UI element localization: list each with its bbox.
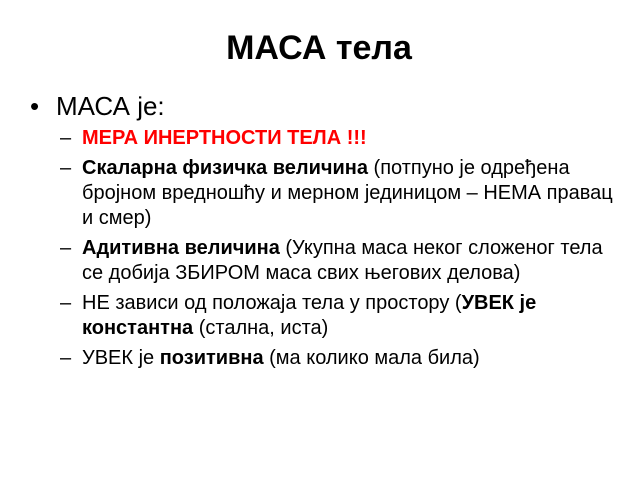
slide-title: МАСА тела (226, 29, 412, 67)
bullet-icon: • (30, 91, 40, 121)
dash-icon: – (60, 347, 72, 369)
dash-icon: – (60, 292, 72, 314)
sub-bullet-scalar (30, 156, 620, 231)
additive-bold-text: Адитивна величина (82, 237, 280, 259)
sub-bullet-positive (30, 346, 620, 371)
scalar-bold-text: Скаларна физичка величина (82, 157, 368, 179)
slide-content (30, 90, 620, 376)
scalar-text: (потпуно је одређена бројном вредношћу и мерном јединицом – НЕМА правац и смер) (82, 157, 613, 229)
additive-text: (Укупна маса неког сложеног тела се добија ЗБИРОМ маса свих његових делова) (82, 237, 603, 284)
position-text-b: (стална, иста) (193, 317, 329, 339)
positive-text-a: УВЕК је (82, 347, 160, 369)
sub-bullet-position (30, 291, 620, 341)
dash-icon: – (60, 237, 72, 259)
position-bold-text: УВЕК је константна (82, 292, 537, 339)
positive-bold-text: позитивна (159, 347, 264, 369)
dash-icon: – (60, 157, 72, 179)
position-text-a: НЕ зависи од положаја тела у простору ( (82, 292, 462, 314)
sub-bullet-inertia (30, 126, 620, 151)
main-bullet (30, 90, 620, 122)
inertia-text: МЕРА ИНЕРТНОСТИ ТЕЛА !!! (82, 127, 367, 149)
main-bullet-text: МАСА је: (56, 91, 165, 121)
positive-text-b: (ма колико мала била) (263, 347, 480, 369)
sub-bullet-additive (30, 236, 620, 286)
dash-icon: – (60, 127, 72, 149)
